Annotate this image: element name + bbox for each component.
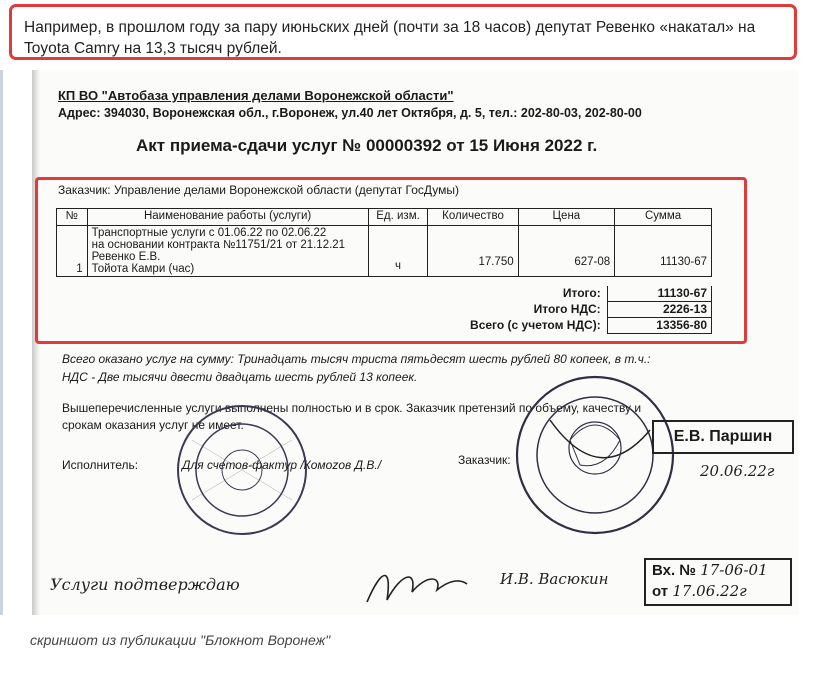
done-line: срокам оказания услуг не имеет. (62, 418, 244, 432)
sum-line: Всего оказано услуг на сумму: Тринадцать тысяч триста пятьдесят шесть рублей 80 копеек, в т.ч.: (62, 352, 651, 366)
quote-text: Например, в прошлом году за пару июньских дней (почти за 18 часов) депутат Ревенко «накатал» на Toyota Camry на 13,3 тысяч рублей. (24, 19, 756, 57)
customer-label: Заказчик: (458, 453, 511, 467)
incoming-date-label: от (652, 583, 669, 600)
col-header: Ед. изм. (368, 209, 428, 226)
table-header-row (57, 209, 712, 226)
org-address: Адрес: 394030, Воронежская обл., г.Воронеж, ул.40 лет Октября, д. 5, тел.: 202-80-03, 202-80-00 (58, 106, 642, 120)
row-desc (87, 226, 368, 277)
desc-line: Тойота Камри (час) (91, 263, 195, 275)
row-sum: 11130-67 (615, 226, 712, 277)
total-row (412, 286, 712, 302)
done-line: Вышеперечисленные услуги выполнены полностью и в срок. Заказчик претензий по объему, качеству и (62, 401, 642, 415)
vat-label: Итого НДС: (533, 302, 601, 316)
row-unit: ч (368, 226, 428, 277)
executor-signature: Для счетов-фактур /Комоzов Д.В./ (182, 458, 382, 472)
vat-value: 2226-13 (607, 302, 712, 318)
sum-line: НДС - Две тысячи двести двадцать шесть рублей 13 копеек. (62, 370, 418, 384)
handwritten-date: 20.06.22г (700, 462, 775, 480)
col-header: Наименование работы (услуги) (87, 209, 368, 226)
table-row (57, 226, 712, 277)
grand-total-value: 13356-80 (607, 318, 712, 334)
incoming-date-line (652, 581, 790, 602)
desc-line: на основании контракта №11751/21 от 21.12.21 (91, 239, 346, 251)
grand-total-row (412, 318, 712, 334)
left-rule (0, 70, 3, 615)
row-num: 1 (57, 226, 88, 277)
col-header: Цена (518, 209, 615, 226)
customer-line: Заказчик: Управление делами Воронежской области (депутат ГосДумы) (58, 183, 460, 197)
incoming-date: 17.06.22г (672, 582, 747, 600)
pashin-stamp: Е.В. Паршин (652, 420, 794, 454)
quote-box (9, 4, 797, 60)
col-header: № (57, 209, 88, 226)
org-name: КП ВО "Автобаза управления делами Воронежской области" (58, 88, 454, 103)
act-title: Акт приема-сдачи услуг № 00000392 от 15 Июня 2022 г. (136, 136, 598, 155)
desc-line: Ревенко Е.В. (91, 251, 161, 263)
incoming-number-line (652, 560, 790, 581)
col-header: Сумма (615, 209, 712, 226)
col-header: Количество (428, 209, 518, 226)
signer-handwriting: И.В. Васюкин (500, 570, 609, 588)
grand-total-label: Всего (с учетом НДС): (470, 318, 601, 332)
image-caption: скриншот из публикации "Блокнот Воронеж" (30, 632, 331, 648)
customer-stamp (510, 370, 680, 540)
vat-row (412, 302, 712, 318)
executor-label: Исполнитель: (62, 458, 139, 472)
desc-line: Транспортные услуги с 01.06.22 по 02.06.22 (91, 227, 327, 239)
signature-scribble (362, 562, 472, 608)
total-value: 11130-67 (607, 286, 712, 302)
row-price: 627-08 (518, 226, 615, 277)
services-table (56, 208, 712, 277)
total-label: Итого: (562, 286, 601, 300)
totals-block (412, 286, 712, 334)
confirmed-handwriting: Услуги подтверждаю (50, 575, 240, 594)
incoming-label: Вх. № (652, 562, 697, 579)
row-qty: 17.750 (428, 226, 518, 277)
incoming-stamp (644, 558, 792, 606)
incoming-number: 17-06-01 (700, 561, 768, 579)
document-scan (32, 70, 798, 615)
